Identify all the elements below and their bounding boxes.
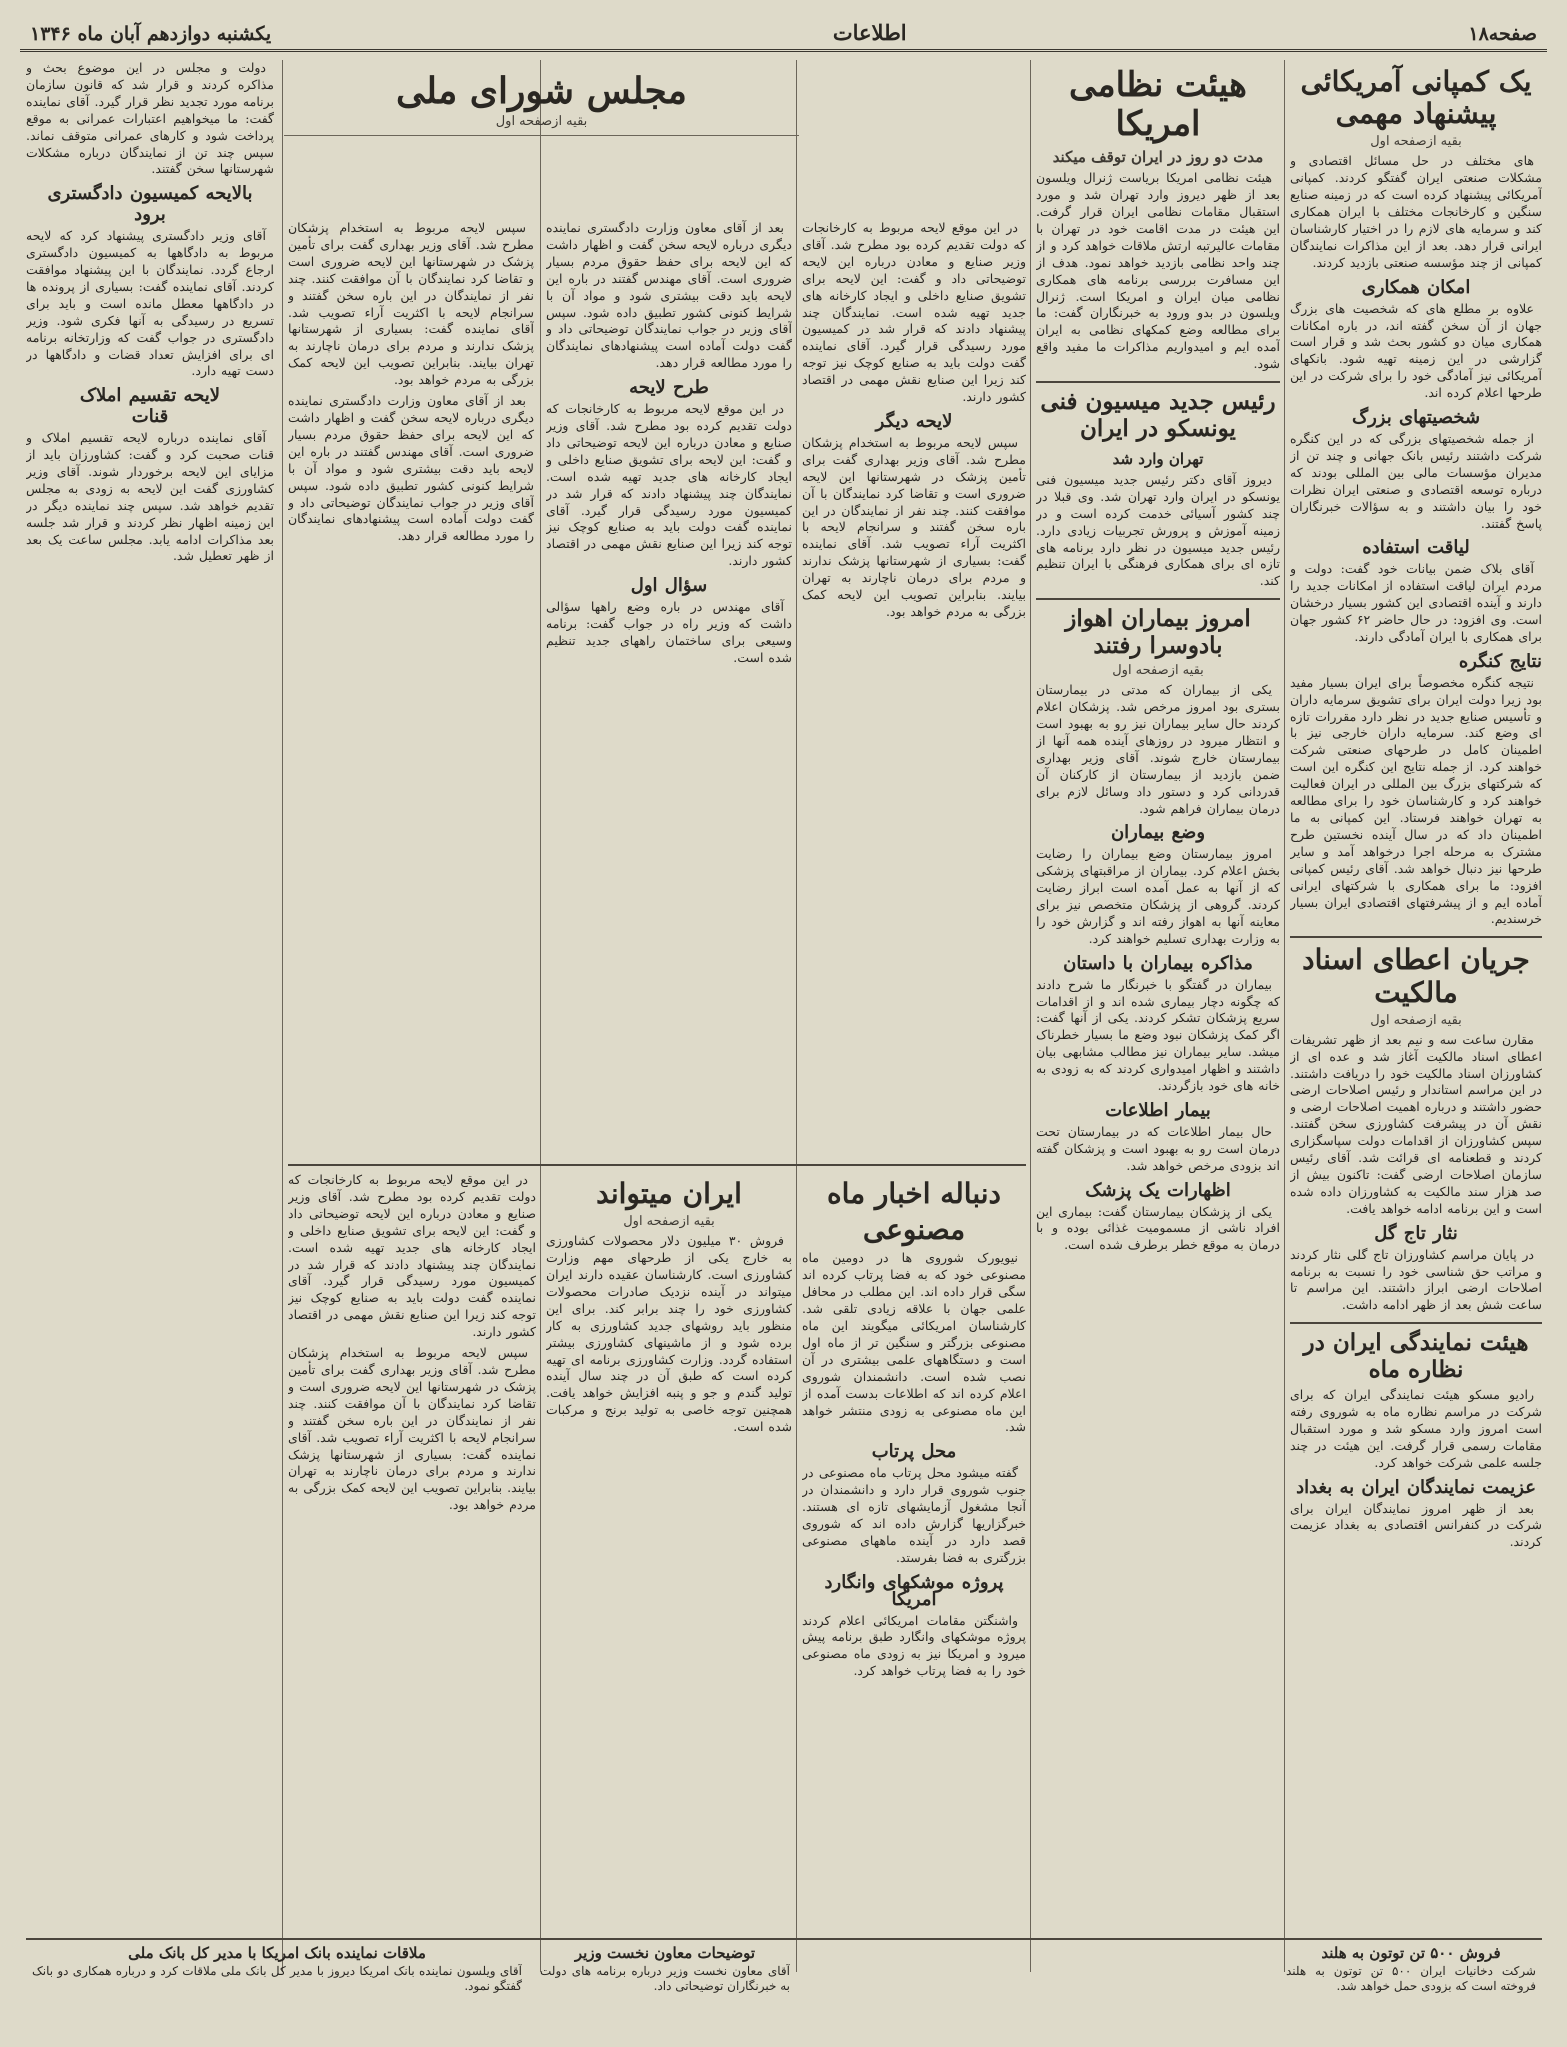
article-body <box>26 60 274 565</box>
subheading: قنات <box>131 406 169 428</box>
headline: ملاقات نماینده بانک امریکا با مدیر کل بانک ملی <box>128 1944 426 1962</box>
column-4 <box>802 1172 1026 1972</box>
kicker: بقیه ازصفحه اول <box>495 114 588 129</box>
paragraph: در پایان مراسم کشاورزان تاج گلی نثار کردند و مراتب حق شناسی خود را نسبت به برنامه اصلاحات ارضی ابراز داشتند. این مراسم تا ساعت شش بعد از ظهر ادامه داشت. <box>1290 1246 1542 1313</box>
article-body <box>288 220 534 545</box>
divider <box>284 135 799 136</box>
paragraph: رادیو مسکو هیئت نمایندگی ایران که برای شرکت در مراسم نظاره ماه به شوروی رفته است امروز وارد مسکو شد و مورد استقبال مقامات رسمی قرار گرفت. این هیئت در چند جلسه علمی شرکت خواهد کرد. <box>1290 1387 1542 1470</box>
subheading: محل پرتاب <box>871 1441 957 1463</box>
paragraph: مقارن ساعت سه و نیم بعد از ظهر تشریفات اعطای اسناد مالکیت آغاز شد و عده ای از کشاورزان اسناد مالکیت خود را دریافت داشتند. در این مراسم استاندار و رئیس اصلاحات ارضی حضور داشتند و درباره اهمیت اصلاحات ارضی و نقش آن در پیشرفت کشاورزی سخن گفتند. سپس کشاورزان از اقدامات دولت سپاسگزاری کردند و قطعنامه ای قرائت شد. آقای رئیس سازمان اصلاحات ارضی گفت: تاکنون بیش از صد هزار سند مالکیت به کشاورزان داده شده است و این برنامه ادامه خواهد یافت. <box>1290 1031 1542 1216</box>
paragraph: دولت و مجلس در این موضوع بحث و مذاکره کردند و قرار شد که قانون سازمان برنامه مورد تجدید نظر قرار گیرد. آقای نماینده گفت: ما میخواهیم اعتبارات عمرانی به موقع پرداخت شود و کارهای عمرانی متوقف نماند. سپس چند تن از نمایندگان درباره مشکلات شهرستانها سخن گفتند. <box>26 60 274 177</box>
kicker: بقیه ازصفحه اول <box>1370 134 1462 150</box>
subheading: امکان همکاری <box>1361 276 1471 298</box>
paragraph: سپس لایحه مربوط به استخدام پزشکان مطرح شد. آقای وزیر بهداری گفت برای تأمین پزشک در شهرستانها این لایحه ضروری است و تقاضا کرد نمایندگان با آن موافقت کنند. چند نفر از نمایندگان در این باره سخن گفتند و سرانجام لایحه با اکثریت آراء تصویب شد. آقای نماینده گفت: بسیاری از شهرستانها پزشک ندارند و مردم برای درمان ناچارند به تهران بیایند. بنابراین تصویب این لایحه کمک بزرگی به مردم خواهد بود. <box>802 434 1026 619</box>
paragraph: آقای بلاک ضمن بیانات خود گفت: دولت و مردم ایران لیاقت استفاده از امکانات جدید را دارند و آینده اقتصادی این کشور بسیار درخشان است. وی افزود: در حال حاضر ۶۲ کشور جهان برای همکاری با ایران آمادگی دارند. <box>1290 561 1542 644</box>
column-rule <box>1284 60 1285 1972</box>
divider <box>1290 1322 1542 1324</box>
issue-date: یکشنبه دوازدهم آبان ماه ۱۳۴۶ <box>30 23 272 45</box>
subheading: بیمار اطلاعات <box>1105 1100 1211 1121</box>
article-body <box>802 220 1026 621</box>
paragraph: نتیجه کنگره مخصوصاً برای ایران بسیار مفید بود زیرا دولت ایران برای تشویق سرمایه داران و تأسیس صنایع جدید در نظر دارد مقررات تازه ای وضع کند. سرمایه داران خارجی نیز با اطمینان کامل در طرحهای صنعتی شرکت خواهند کرد. از جمله نتایج این کنگره این است که شرکتهای بزرگ بین المللی در ایران فعالیت خواهند کرد و کارشناسان خود را برای مطالعه به تهران خواهند فرستاد. این کمپانی به ما اطمینان داد که در سال آینده نخستین طرح مشترک به مرحله اجرا درخواهد آمد و سایر طرحها نیز دنبال خواهد شد. آقای رئیس کمپانی افزود: ما برای همکاری با شرکتهای ایرانی آماده ایم و از پیشرفتهای اقتصادی ایران بسیار خرسندیم. <box>1290 674 1542 927</box>
masthead <box>20 16 1547 52</box>
paragraph: بیماران در گفتگو با خبرنگار ما شرح دادند که چگونه دچار بیماری شده اند و از اقدامات سریع پزشکان تشکر کردند. یکی از آنها گفت: اگر کمک پزشکان نبود وضع ما بسیار خطرناک میشد. سایر بیماران نیز مطالب مشابهی بیان داشتند و اظهار امیدواری کردند که به زودی به خانه های خود بازگردند. <box>1036 976 1280 1094</box>
paragraph: یکی از پزشکان بیمارستان گفت: بیماری این افراد ناشی از مسمومیت غذائی بوده و با درمان به موقع خطر برطرف شده است. <box>1036 1203 1280 1253</box>
headline-ahvaz-patients: امروز بیماران اهواز بادوسرا رفتند <box>1065 605 1251 659</box>
headline-american-company: یک کمپانی آمریکائی پیشنهاد مهمی <box>1300 65 1532 131</box>
paragraph: بعد از ظهر امروز نمایندگان ایران برای شرکت در کنفرانس اقتصادی به بغداد عزیمت کردند. <box>1290 1500 1542 1550</box>
column-5 <box>546 60 792 1160</box>
headline-satellite-news: دنباله اخبار ماه <box>826 1177 1002 1210</box>
paragraph: حال بیمار اطلاعات که در بیمارستان تحت درمان است رو به بهبود است و پزشکان گفته اند بزودی مرخص خواهد شد. <box>1036 1123 1280 1173</box>
article-body: آقای معاون نخست وزیر درباره برنامه های دولت به خبرنگاران توضیحاتی داد. <box>540 1964 790 1993</box>
subheading: طرح لایحه <box>629 377 709 399</box>
article-body <box>546 1233 792 1436</box>
paragraph: های مختلف در حل مسائل اقتصادی و مشکلات صنعتی ایران گفتگو کردند. کمپانی آمریکائی پیشنهاد کرده است که در زمینه صنایع سنگین و کارخانجات مختلف با ایران همکاری کند و سرمایه های لازم را در اختیار کارشناسان ایرانی قرار دهد. بعد از این مذاکرات نمایندگان کمپانی از چند مؤسسه صنعتی بازدید کردند. <box>1290 153 1542 270</box>
paragraph: سپس لایحه مربوط به استخدام پزشکان مطرح شد. آقای وزیر بهداری گفت برای تأمین پزشک در شهرستانها این لایحه ضروری است و تقاضا کرد نمایندگان با آن موافقت کنند. چند نفر از نمایندگان در این باره سخن گفتند و سرانجام لایحه با اکثریت آراء تصویب شد. آقای نماینده گفت: بسیاری از شهرستانها پزشک ندارند و مردم برای درمان ناچارند به تهران بیایند. بنابراین تصویب این لایحه کمک بزرگی به مردم خواهد بود. <box>288 1345 536 1513</box>
article-body <box>1036 472 1280 590</box>
paragraph: نیویورک شوروی ها در دومین ماه مصنوعی خود که به فضا پرتاب کرده اند سگی قرار داده اند. این مطلب در محافل علمی جهان با علاقه زیادی تلقی شد. کارشناسان امریکائی میگویند این ماه مصنوعی بزرگتر و سنگین تر از ماه اول است و دستگاههای علمی بیشتری در آن نصب شده است. دانشمندان شوروی اعلام کرده اند که اطلاعات بدست آمده از این ماه مصنوعی به زودی منتشر خواهد شد. <box>802 1250 1026 1435</box>
article-body <box>802 1250 1026 1680</box>
article-body <box>1290 153 1542 928</box>
paragraph: امروز بیمارستان وضع بیماران را رضایت بخش اعلام کرد. بیماران از مراقبتهای پزشکی که از آنها به عمل آمده است ابراز رضایت کردند. گروهی از پزشکان متخصص نیز برای معاینه آنها به اهواز رفته اند و گزارش خود را به وزارت بهداری تسلیم خواهند کرد. <box>1036 846 1280 946</box>
bottom-article-tobacco <box>1286 1944 1536 2028</box>
subheading: مذاکره بیماران با داستان <box>1063 952 1253 974</box>
column-3 <box>546 1172 792 1972</box>
subheading: برود <box>134 204 166 226</box>
column-rule <box>1030 60 1031 1972</box>
paragraph: دیروز آقای دکتر رئیس جدید میسیون فنی یونسکو در ایران وارد تهران شد. وی قبلا در چند کشور آسیائی خدمت کرده است و در زمینه آموزش و پرورش تجربیات زیادی دارد. رئیس جدید میسیون در نظر دارد برنامه های تازه ای برای همکاری فرهنگی با ایران تنظیم کند. <box>1036 471 1280 589</box>
columns-area <box>26 60 1542 1972</box>
subheading: سؤال اول <box>630 575 708 597</box>
article-body <box>1290 1032 1542 1315</box>
column-5c <box>288 1172 536 1972</box>
bottom-strip <box>26 1938 1542 2032</box>
article-body: شرکت دخانیات ایران ۵۰۰ تن توتون به هلند فروخته است که بزودی حمل خواهد شد. <box>1286 1964 1536 1993</box>
paragraph: سپس لایحه مربوط به استخدام پزشکان مطرح شد. آقای وزیر بهداری گفت برای تأمین پزشک در شهرستانها این لایحه ضروری است و تقاضا کرد نمایندگان با آن موافقت کنند. چند نفر از نمایندگان در این باره سخن گفتند و سرانجام لایحه با اکثریت آراء تصویب شد. آقای نماینده گفت: بسیاری از شهرستانها پزشک ندارند و مردم برای درمان ناچارند به تهران بیایند. بنابراین تصویب این لایحه کمک بزرگی به مردم خواهد بود. <box>288 220 534 388</box>
headline: توضیحات معاون نخست وزیر <box>574 1944 756 1962</box>
headline-property-deeds: جریان اعطای اسناد مالکیت <box>1302 943 1530 1009</box>
section-divider <box>288 1164 1026 1166</box>
paragraph: واشنگتن مقامات امریکائی اعلام کردند پروژه موشکهای وانگارد طبق برنامه پیش میرود و امریکا نیز به زودی ماه مصنوعی خود را به فضا پرتاب خواهد کرد. <box>802 1612 1026 1679</box>
paragraph: بعد از آقای معاون وزارت دادگستری نماینده دیگری درباره لایحه سخن گفت و اظهار داشت که این لایحه برای حفظ حقوق مردم بسیار ضروری است. آقای مهندس گفتند در باره این لایحه باید دقت بیشتری شود و مواد آن با شرایط کنونی کشور تطبیق داده شود. سپس آقای وزیر در جواب نمایندگان توضیحاتی داد و گفت دولت آماده است پیشنهادهای نمایندگان را مورد مطالعه قرار دهد. <box>288 393 534 544</box>
subheading: عزیمت نمایندگان ایران به بغداد <box>1296 1476 1536 1498</box>
column-rule <box>282 60 283 1972</box>
newspaper-name: اطلاعات <box>832 20 907 45</box>
headline-iran-can: ایران میتواند <box>596 1177 742 1210</box>
headline-unesco-mission: رئیس جدید میسیون فنی یونسکو در ایران <box>1040 388 1276 442</box>
subheading: نثار تاج گل <box>1374 1222 1458 1244</box>
column-rule <box>796 60 797 1972</box>
paragraph: در این موقع لایحه مربوط به کارخانجات که دولت تقدیم کرده بود مطرح شد. آقای وزیر صنایع و معادن درباره این لایحه توضیحاتی داد و گفت: این لایحه برای تشویق صنایع داخلی و ایجاد کارخانه های جدید تهیه شده است. نمایندگان چند پیشنهاد دادند که قرار شد در کمیسیون مورد رسیدگی قرار گیرد. آقای نماینده گفت دولت باید به صنایع کوچک نیز توجه کند زیرا این صنایع نقش مهمی در اقتصاد کشور دارند. <box>546 401 792 569</box>
page-number: صفحه۱۸ <box>1468 23 1537 45</box>
column-rule <box>540 60 541 1972</box>
subheading: لایحه دیگر <box>875 410 953 432</box>
subheading: وضع بیماران <box>1110 822 1206 844</box>
paragraph: در این موقع لایحه مربوط به کارخانجات که دولت تقدیم کرده بود مطرح شد. آقای وزیر صنایع و معادن درباره این لایحه توضیحاتی داد و گفت: این لایحه برای تشویق صنایع داخلی و ایجاد کارخانه های جدید تهیه شده است. نمایندگان چند پیشنهاد دادند که قرار شد در کمیسیون مورد رسیدگی قرار گیرد. آقای نماینده گفت دولت باید به صنایع کوچک نیز توجه کند زیرا این صنایع نقش مهمی در اقتصاد کشور دارند. <box>802 220 1026 405</box>
kicker: بقیه ازصفحه اول <box>623 1214 715 1230</box>
subheading: لیاقت استفاده <box>1362 537 1470 559</box>
bottom-article-bank <box>32 1944 522 2028</box>
kicker: بقیه ازصفحه اول <box>1370 1012 1462 1028</box>
paragraph: گفته میشود محل پرتاب ماه مصنوعی در جنوب شوروی قرار دارد و دانشمندان در آنجا مشغول آزمایشهای تازه ای هستند. خبرگزاریها گزارش داده اند که شوروی قصد دارد در آینده ماههای مصنوعی بزرگتری به فضا بفرستد. <box>802 1465 1026 1565</box>
paragraph: از جمله شخصیتهای بزرگی که در این کنگره شرکت داشتند رئیس بانک جهانی و چند تن از مدیران مؤسسات مالی بین المللی بودند که درباره توسعه اقتصادی و صنعتی ایران نظرات خود را بیان داشتند و به سؤالات خبرنگاران پاسخ گفتند. <box>1290 430 1542 531</box>
paragraph: آقای وزیر دادگستری پیشنهاد کرد که لایحه مربوط به دادگاهها به کمیسیون دادگستری ارجاع گردد. نمایندگان با این پیشنهاد موافقت کردند. آقای نماینده گفت: بسیاری از پرونده ها در دادگاهها معطل مانده است و باید برای تسریع در رسیدگی به آنها فکری شود. وزیر دادگستری در جواب گفت که وزارتخانه برنامه ای برای افزایش تعداد قضات و دادگاهها در دست تهیه دارد. <box>26 228 274 379</box>
article-body <box>546 220 792 667</box>
paragraph: در این موقع لایحه مربوط به کارخانجات که دولت تقدیم کرده بود مطرح شد. آقای وزیر صنایع و معادن درباره این لایحه توضیحاتی داد و گفت: این لایحه برای تشویق صنایع داخلی و ایجاد کارخانه های جدید تهیه شده است. نمایندگان چند پیشنهاد دادند که قرار شد در کمیسیون مورد رسیدگی قرار گیرد. آقای نماینده گفت دولت باید به صنایع کوچک نیز توجه کند زیرا این صنایع نقش مهمی در اقتصاد کشور دارند. <box>288 1172 536 1340</box>
subheading: پروژه موشکهای وانگارد امریکا <box>824 1571 1004 1610</box>
subheading: لایحه تقسیم املاک <box>79 385 221 407</box>
divider <box>1036 598 1280 600</box>
column-2 <box>1036 60 1280 1972</box>
headline-us-military-mission: هیئت نظامی امریکا <box>1069 65 1247 145</box>
article-body: آقای ویلسون نماینده بانک امریکا دیروز با مدیر کل بانک ملی ملاقات کرد و درباره همکاری دو بانک گفتگو نمود. <box>32 1964 522 1993</box>
paragraph: یکی از بیماران که مدتی در بیمارستان بستری بود امروز مرخص شد. پزشکان اعلام کردند حال سایر بیماران نیز رو به بهبود است و انتظار میرود در روزهای آینده همه آنها از بیمارستان خارج شوند. آقای وزیر بهداری ضمن بازدید از بیمارستان از کارکنان آن قدردانی کرد و دستور داد وسائل لازم برای درمان بیماران فراهم شود. <box>1036 682 1280 816</box>
paragraph: هیئت نظامی امریکا بریاست ژنرال ویلسون بعد از ظهر دیروز وارد تهران شد و مورد استقبال مقامات نظامی ایران قرار گرفت. این هیئت در مدت اقامت خود در تهران با مقامات عالیرتبه ارتش ملاقات خواهد کرد و از چند واحد نظامی بازدید خواهد نمود. هدف از این مسافرت بررسی برنامه های همکاری نظامی میان ایران و امریکا است. ژنرال ویلسون در بدو ورود به خبرنگاران گفت: ما برای مطالعه وضع کمکهای نظامی به ایران آمده ایم و امیدواریم مذاکرات ما مفید واقع شود. <box>1036 170 1280 372</box>
paragraph: فروش ۳۰ میلیون دلار محصولات کشاورزی به خارج یکی از طرحهای مهم وزارت کشاورزی است. کارشناسان عقیده دارند ایران میتواند در آینده نزدیک صادرات محصولات کشاورزی خود را چند برابر کند. برای این منظور باید روشهای جدید کشاورزی به کار برده شود و از ماشینهای کشاورزی بیشتر استفاده گردد. وزارت کشاورزی برنامه ای تهیه کرده است که طبق آن در چند سال آینده تولید گندم و جو و پنبه افزایش خواهد یافت. همچنین توجه خاصی به تولید برنج و مرکبات شده است. <box>546 1233 792 1435</box>
column-4-upper <box>802 60 1026 1160</box>
divider <box>1290 936 1542 938</box>
kicker: بقیه ازصفحه اول <box>1112 663 1204 679</box>
paragraph: آقای نماینده درباره لایحه تقسیم املاک و قنات صحبت کرد و گفت: کشاورزان باید از مزایای این لایحه برخوردار شوند. آقای وزیر کشاورزی گفت این لایحه به زودی به مجلس تقدیم خواهد شد. سپس چند نماینده دیگر در این زمینه اظهار نظر کردند و قرار شد جلسه بعد مذاکرات ادامه یابد. مجلس ساعت یک بعد از ظهر تعطیل شد. <box>26 430 274 564</box>
subheading: بالایحه کمیسیون دادگستری <box>47 183 253 205</box>
headline-parliament: مجلس شورای ملی <box>396 70 687 112</box>
subheading: شخصیتهای بزرگ <box>1351 407 1481 429</box>
parliament-headline-block <box>284 60 799 210</box>
column-6 <box>26 60 274 1972</box>
paragraph: بعد از آقای معاون وزارت دادگستری نماینده دیگری درباره لایحه سخن گفت و اظهار داشت که این لایحه برای حفظ حقوق مردم بسیار ضروری است. آقای مهندس گفتند در باره این لایحه باید دقت بیشتری شود و مواد آن با شرایط کنونی کشور تطبیق داده شود. سپس آقای وزیر در جواب نمایندگان توضیحاتی داد و گفت دولت آماده است پیشنهادهای نمایندگان را مورد مطالعه قرار دهد. <box>546 220 792 371</box>
article-body <box>288 1172 536 1514</box>
article-body <box>1036 170 1280 373</box>
paragraph: علاوه بر مطلع های که شخصیت های بزرگ جهان از آن سخن گفته اند، در باره امکانات همکاری میان دو کشور بحث شد و قرار است گزارشی در این زمینه تهیه شود. بانکهای آمریکائی نیز آمادگی خود را برای شرکت در این طرحها اعلام کرده اند. <box>1290 300 1542 401</box>
subheading: اظهارات یک پزشک <box>1085 1179 1231 1201</box>
paragraph: آقای مهندس در باره وضع راهها سؤالی داشت که وزیر راه در جواب گفت: برنامه وسیعی برای ساختمان راههای جدید تنظیم شده است. <box>546 599 792 665</box>
column-5b <box>288 60 534 1160</box>
kicker: مدت دو روز در ایران توقف میکند <box>1052 148 1264 167</box>
subheading: نتایج کنگره <box>1458 650 1542 672</box>
headline: فروش ۵۰۰ تن توتون به هلند <box>1321 1944 1501 1962</box>
subheading: تهران وارد شد <box>1112 449 1204 468</box>
article-body <box>1290 1387 1542 1551</box>
headline-satellite-news-2: مصنوعی <box>862 1213 966 1247</box>
divider <box>1036 381 1280 383</box>
bottom-article-deputy-pm <box>540 1944 790 2028</box>
column-1 <box>1290 60 1542 1972</box>
headline-iran-delegation: هیئت نمایندگی ایران در نظاره ماه <box>1303 1329 1529 1383</box>
article-body <box>1036 682 1280 1254</box>
